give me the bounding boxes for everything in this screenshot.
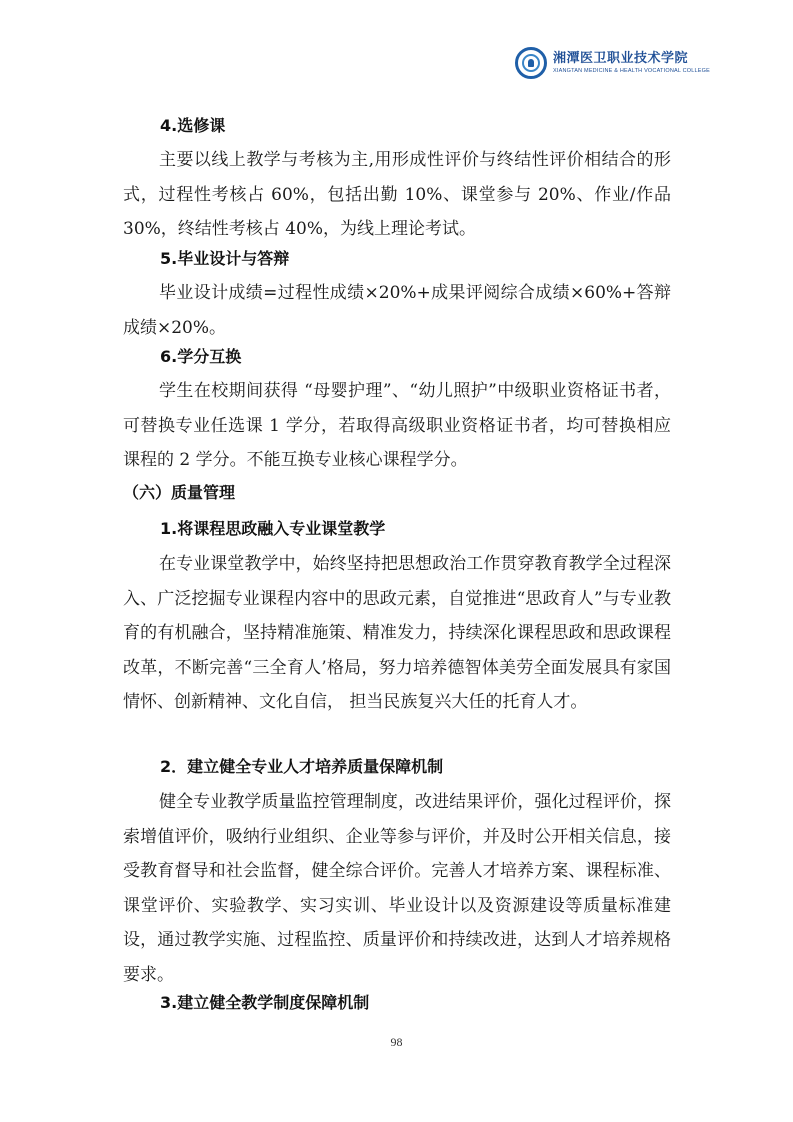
college-logo [515,46,710,80]
section-graduation-text: 毕业设计成绩=过程性成绩×20%+成果评阅综合成绩×60%+答辩成绩×20%。 [123,283,671,338]
section-elective-text: 主要以线上教学与考核为主,用形成性评价与终结性评价相结合的形式，过程性考核占 60%，包括出勤 10%、课堂参与 20%、作业/作品 30%，终结性考核占 40%，为线上理论考试。 [123,150,671,240]
section-teaching-system-title: 3.建立健全教学制度保障机制 [160,993,370,1012]
page-number: 98 [390,1035,403,1049]
section-elective-title: 4.选修课 [160,116,226,135]
section-credit-exchange-text: 学生在校期间获得 “母婴护理”、“幼儿照护”中级职业资格证书者，可替换专业任选课 1 学分，若取得高级职业资格证书者，均可替换相应课程的 2 学分。不能互换专业核心课程学分。 [123,381,671,471]
logo-text [553,51,710,75]
logo-english-name: XIANGTAN MEDICINE & HEALTH VOCATIONAL COLLEGE [553,68,711,74]
section-quality-assurance-text: 健全专业教学质量监控管理制度，改进结果评价，强化过程评价，探索增值评价，吸纳行业组织、企业等参与评价，并及时公开相关信息，接受教育督导和社会监督，健全综合评价。完善人才培养方案、课程标准、课堂评价、实验教学、实习实训、毕业设计以及资源建设等质量标准建设，通过教学实施、过程监控、质量评价和持续改进，达到人才培养规格要求。 [123,792,671,985]
section-graduation-title: 5.毕业设计与答辩 [160,249,290,268]
college-seal-icon [515,47,547,79]
section-credit-exchange-title: 6.学分互换 [160,347,242,366]
section-ideology-title: 1.将课程思政融入专业课堂教学 [160,519,386,538]
section-quality-assurance-title: 2．建立健全专业人才培养质量保障机制 [160,757,444,776]
section-ideology-text: 在专业课堂教学中，始终坚持把思想政治工作贯穿教育教学全过程深入、广泛挖掘专业课程内容中的思政元素，自觉推进“思政育人”与专业教育的有机融合，坚持精准施策、精准发力，持续深化课程思政和思政课程改革，不断完善“三全育人’格局，努力培养德智体美劳全面发展具有家国情怀、创新精神、文化自信， 担当民族复兴大任的托育人才。 [123,554,671,713]
quality-management-heading: （六）质量管理 [123,483,236,502]
logo-chinese-name: 湘潭医卫职业技术学院 [553,51,689,66]
